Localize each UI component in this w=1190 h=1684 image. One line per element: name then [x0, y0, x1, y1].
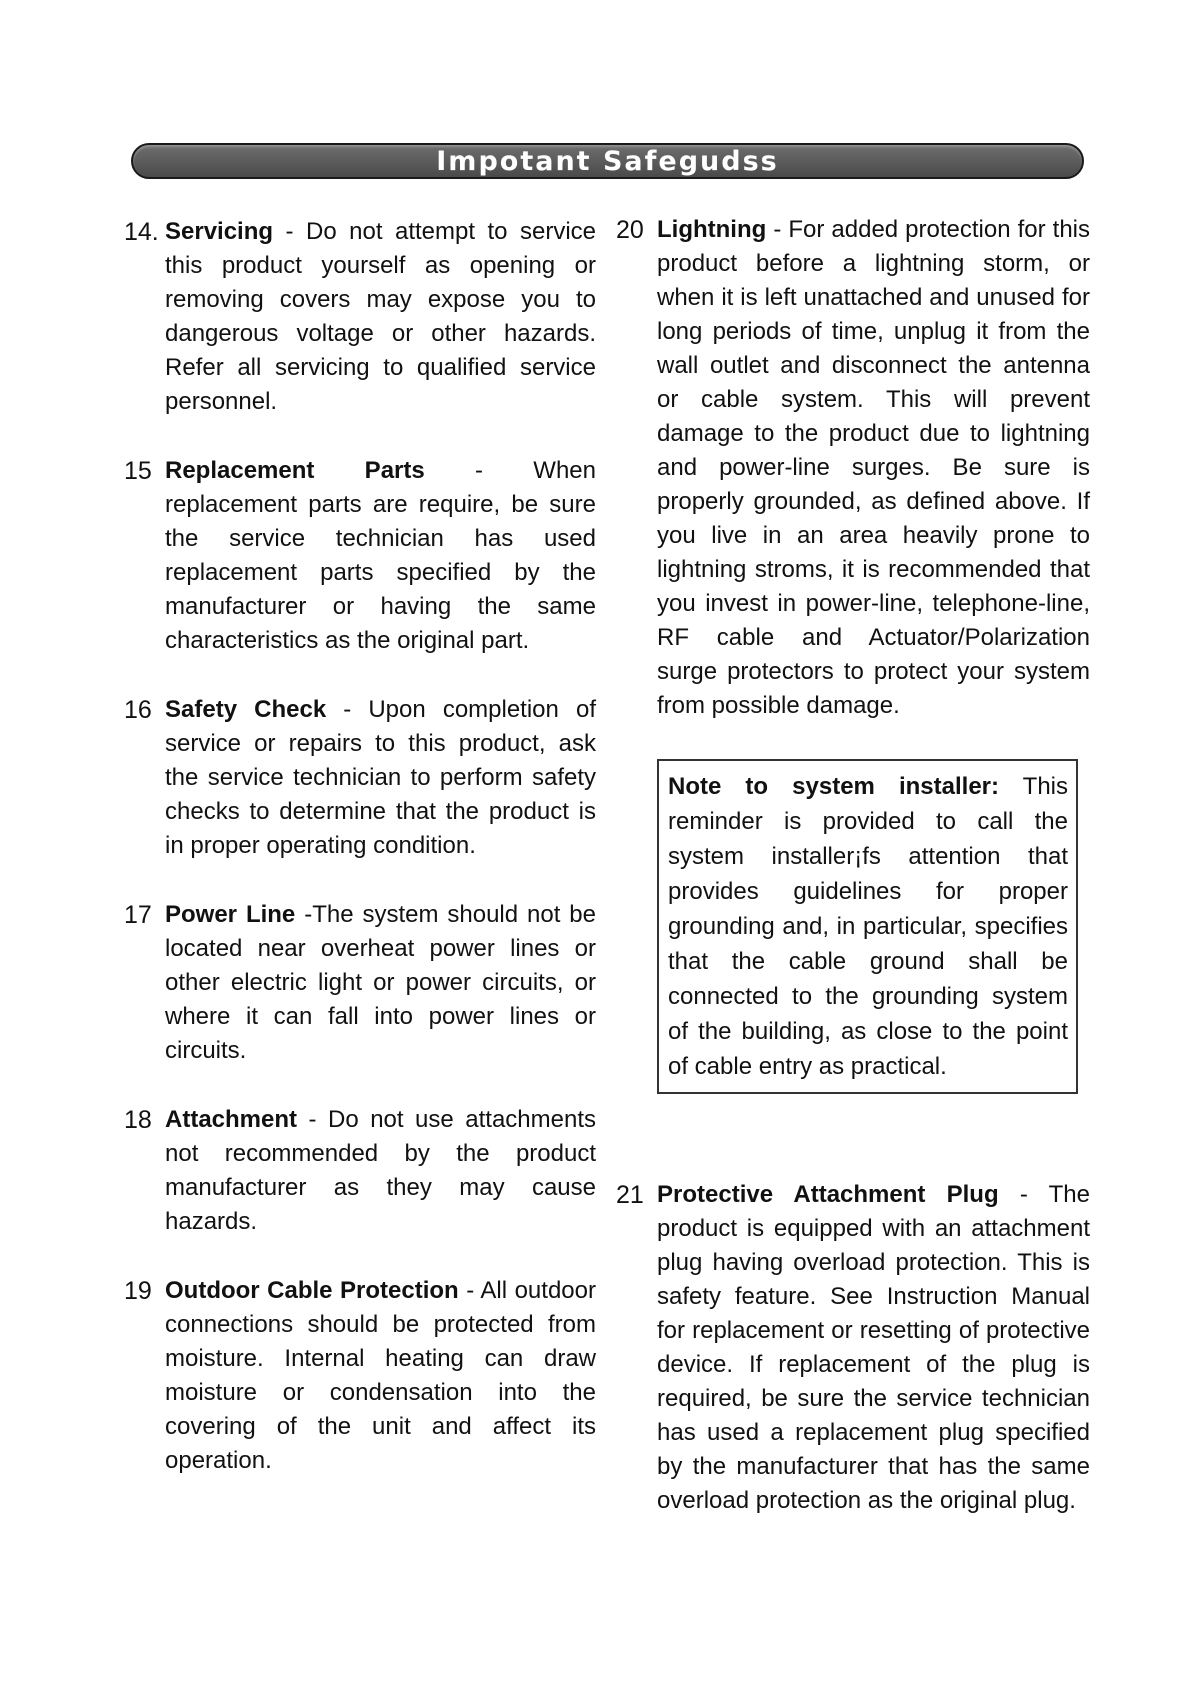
item-heading: Lightning: [657, 216, 767, 243]
safeguard-item-power-line: [124, 898, 596, 1068]
item-text: -The system should not be located near overheat power lines or other electric light or power circuits, or where it can fall into power lines or circuits.: [165, 901, 596, 1064]
safeguard-item-safety-check: [124, 693, 596, 863]
item-text: - Do not use attachments not recommended by the product manufacturer as they may cause hazards.: [165, 1106, 596, 1235]
item-number: 15: [124, 457, 152, 485]
safeguard-item-outdoor-cable-protection: [124, 1274, 596, 1478]
left-column: [124, 215, 596, 1478]
right-column: [616, 215, 1090, 1518]
item-number: 14.: [124, 218, 159, 246]
safeguard-item-servicing: [124, 215, 596, 419]
safeguard-item-replacement-parts: [124, 454, 596, 658]
note-text: This reminder is provided to call the system installer¡fs attention that provides guidelines for proper grounding and, in particular, specifies that the cable ground shall be connected to the grounding system of the building, as close to the point of cable entry as practical.: [668, 773, 1068, 1080]
item-heading: Protective Attachment Plug: [657, 1181, 999, 1208]
note-heading: Note to system installer:: [668, 773, 999, 800]
item-number: 18: [124, 1106, 152, 1134]
item-heading: Safety Check: [165, 696, 327, 723]
item-text: - Do not attempt to service this product yourself as opening or removing covers may expose you to dangerous voltage or other hazards. Refer all servicing to qualified service personnel.: [165, 218, 596, 415]
item-heading: Servicing: [165, 218, 274, 245]
item-text: - All outdoor connections should be protected from moisture. Internal heating can draw moisture or condensation into the covering of the unit and affect its operation.: [165, 1277, 596, 1474]
item-heading: Outdoor Cable Protection: [165, 1277, 459, 1304]
item-number: 20: [616, 216, 644, 244]
safeguard-item-lightning: [616, 213, 1090, 723]
item-number: 19: [124, 1277, 152, 1305]
item-number: 16: [124, 696, 152, 724]
section-title-banner: [131, 143, 1084, 179]
item-heading: Attachment: [165, 1106, 298, 1133]
item-number: 17: [124, 901, 152, 929]
item-number: 21: [616, 1181, 644, 1209]
item-heading: Power Line: [165, 901, 296, 928]
item-text: - Upon completion of service or repairs to this product, ask the service technician to perform safety checks to determine that the product is in proper operating condition.: [165, 696, 596, 859]
item-heading: Replacement Parts: [165, 457, 425, 484]
item-text: - The product is equipped with an attachment plug having overload protection. This is safety feature. See Instruction Manual for replacement or resetting of protective device. If replacement of the plug is required, be sure the service technician has used a replacement plug specified by the manufacturer that has the same overload protection as the original plug.: [657, 1181, 1090, 1514]
item-text: - When replacement parts are require, be sure the service technician has used replacement parts specified by the manufacturer or having the same characteristics as the original part.: [165, 457, 596, 654]
safeguard-item-attachment: [124, 1103, 596, 1239]
item-text: - For added protection for this product before a lightning storm, or when it is left unattached and unused for long periods of time, unplug it from the wall outlet and disconnect the antenna or cable system. This will prevent damage to the product due to lightning and power-line surges. Be sure is properly grounded, as defined above. If you live in an area heavily prone to lightning stroms, it is recommended that you invest in power-line, telephone-line, RF cable and Actuator/Polarization surge protectors to protect your system from possible damage.: [657, 216, 1090, 719]
installer-note-box: [657, 759, 1078, 1094]
safeguard-item-protective-attachment-plug: [616, 1178, 1090, 1518]
page-title: Impotant Safegudss: [436, 145, 779, 177]
